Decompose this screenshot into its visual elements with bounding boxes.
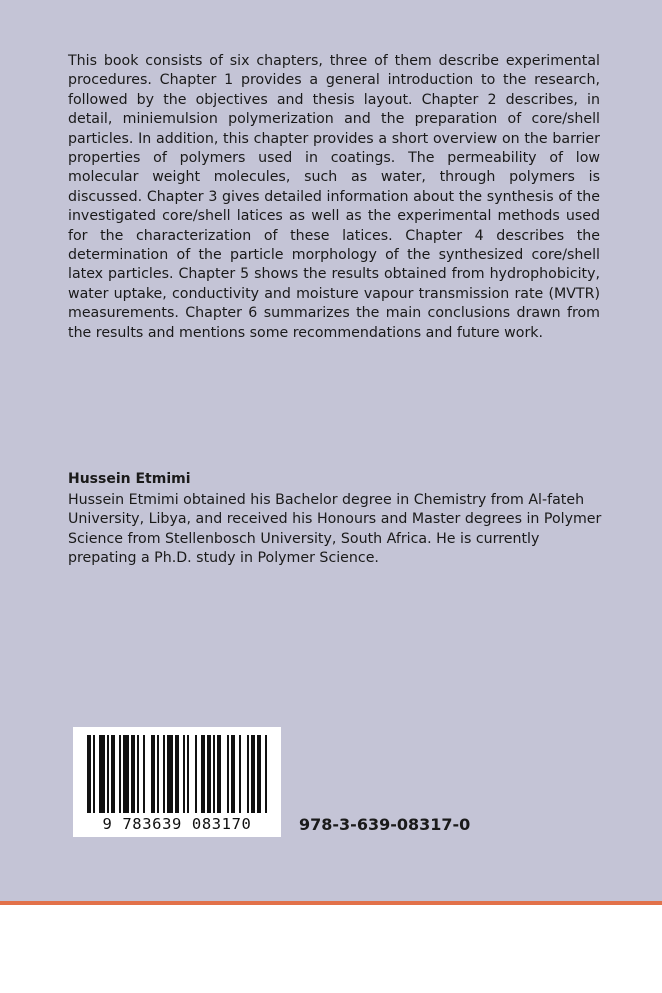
barcode: [73, 727, 281, 837]
barcode-digits: 9 783639 083170: [102, 815, 252, 833]
isbn-number: 978-3-639-08317-0: [299, 815, 471, 834]
author-name: Hussein Etmimi: [68, 471, 191, 487]
author-bio: Hussein Etmimi obtained his Bachelor degree in Chemistry from Al-fateh University, Libya, and received his Honours and Master degrees in Polymer Science from Stellenbosch University, South Africa. He is currently prepating a Ph.D. study in Polymer Science.: [68, 492, 602, 567]
book-description: This book consists of six chapters, three of them describe experimental procedures. Chapter 1 provides a general introduction to the research, followed by the objectives and thesis layout. Chapter 2 describes, in detail, miniemulsion polymerization and the preparation of core/shell particles. In addition, this chapter provides a short overview on the barrier properties of polymers used in coatings. The permeability of low molecular weight molecules, such as water, through polymers is discussed. Chapter 3 gives detailed information about the synthesis of the investigated core/shell latices as well as the experimental methods used for the characterization of these latices. Chapter 4 describes the determination of the particle morphology of the synthesized core/shell latex particles. Chapter 5 shows the results obtained from hydrophobicity, water uptake, conductivity and moisture vapour transmission rate (MVTR) measurements. Chapter 6 summarizes the main conclusions drawn from the results and mentions some recommendations and future work.: [68, 53, 600, 341]
accent-stripe: [0, 901, 662, 905]
